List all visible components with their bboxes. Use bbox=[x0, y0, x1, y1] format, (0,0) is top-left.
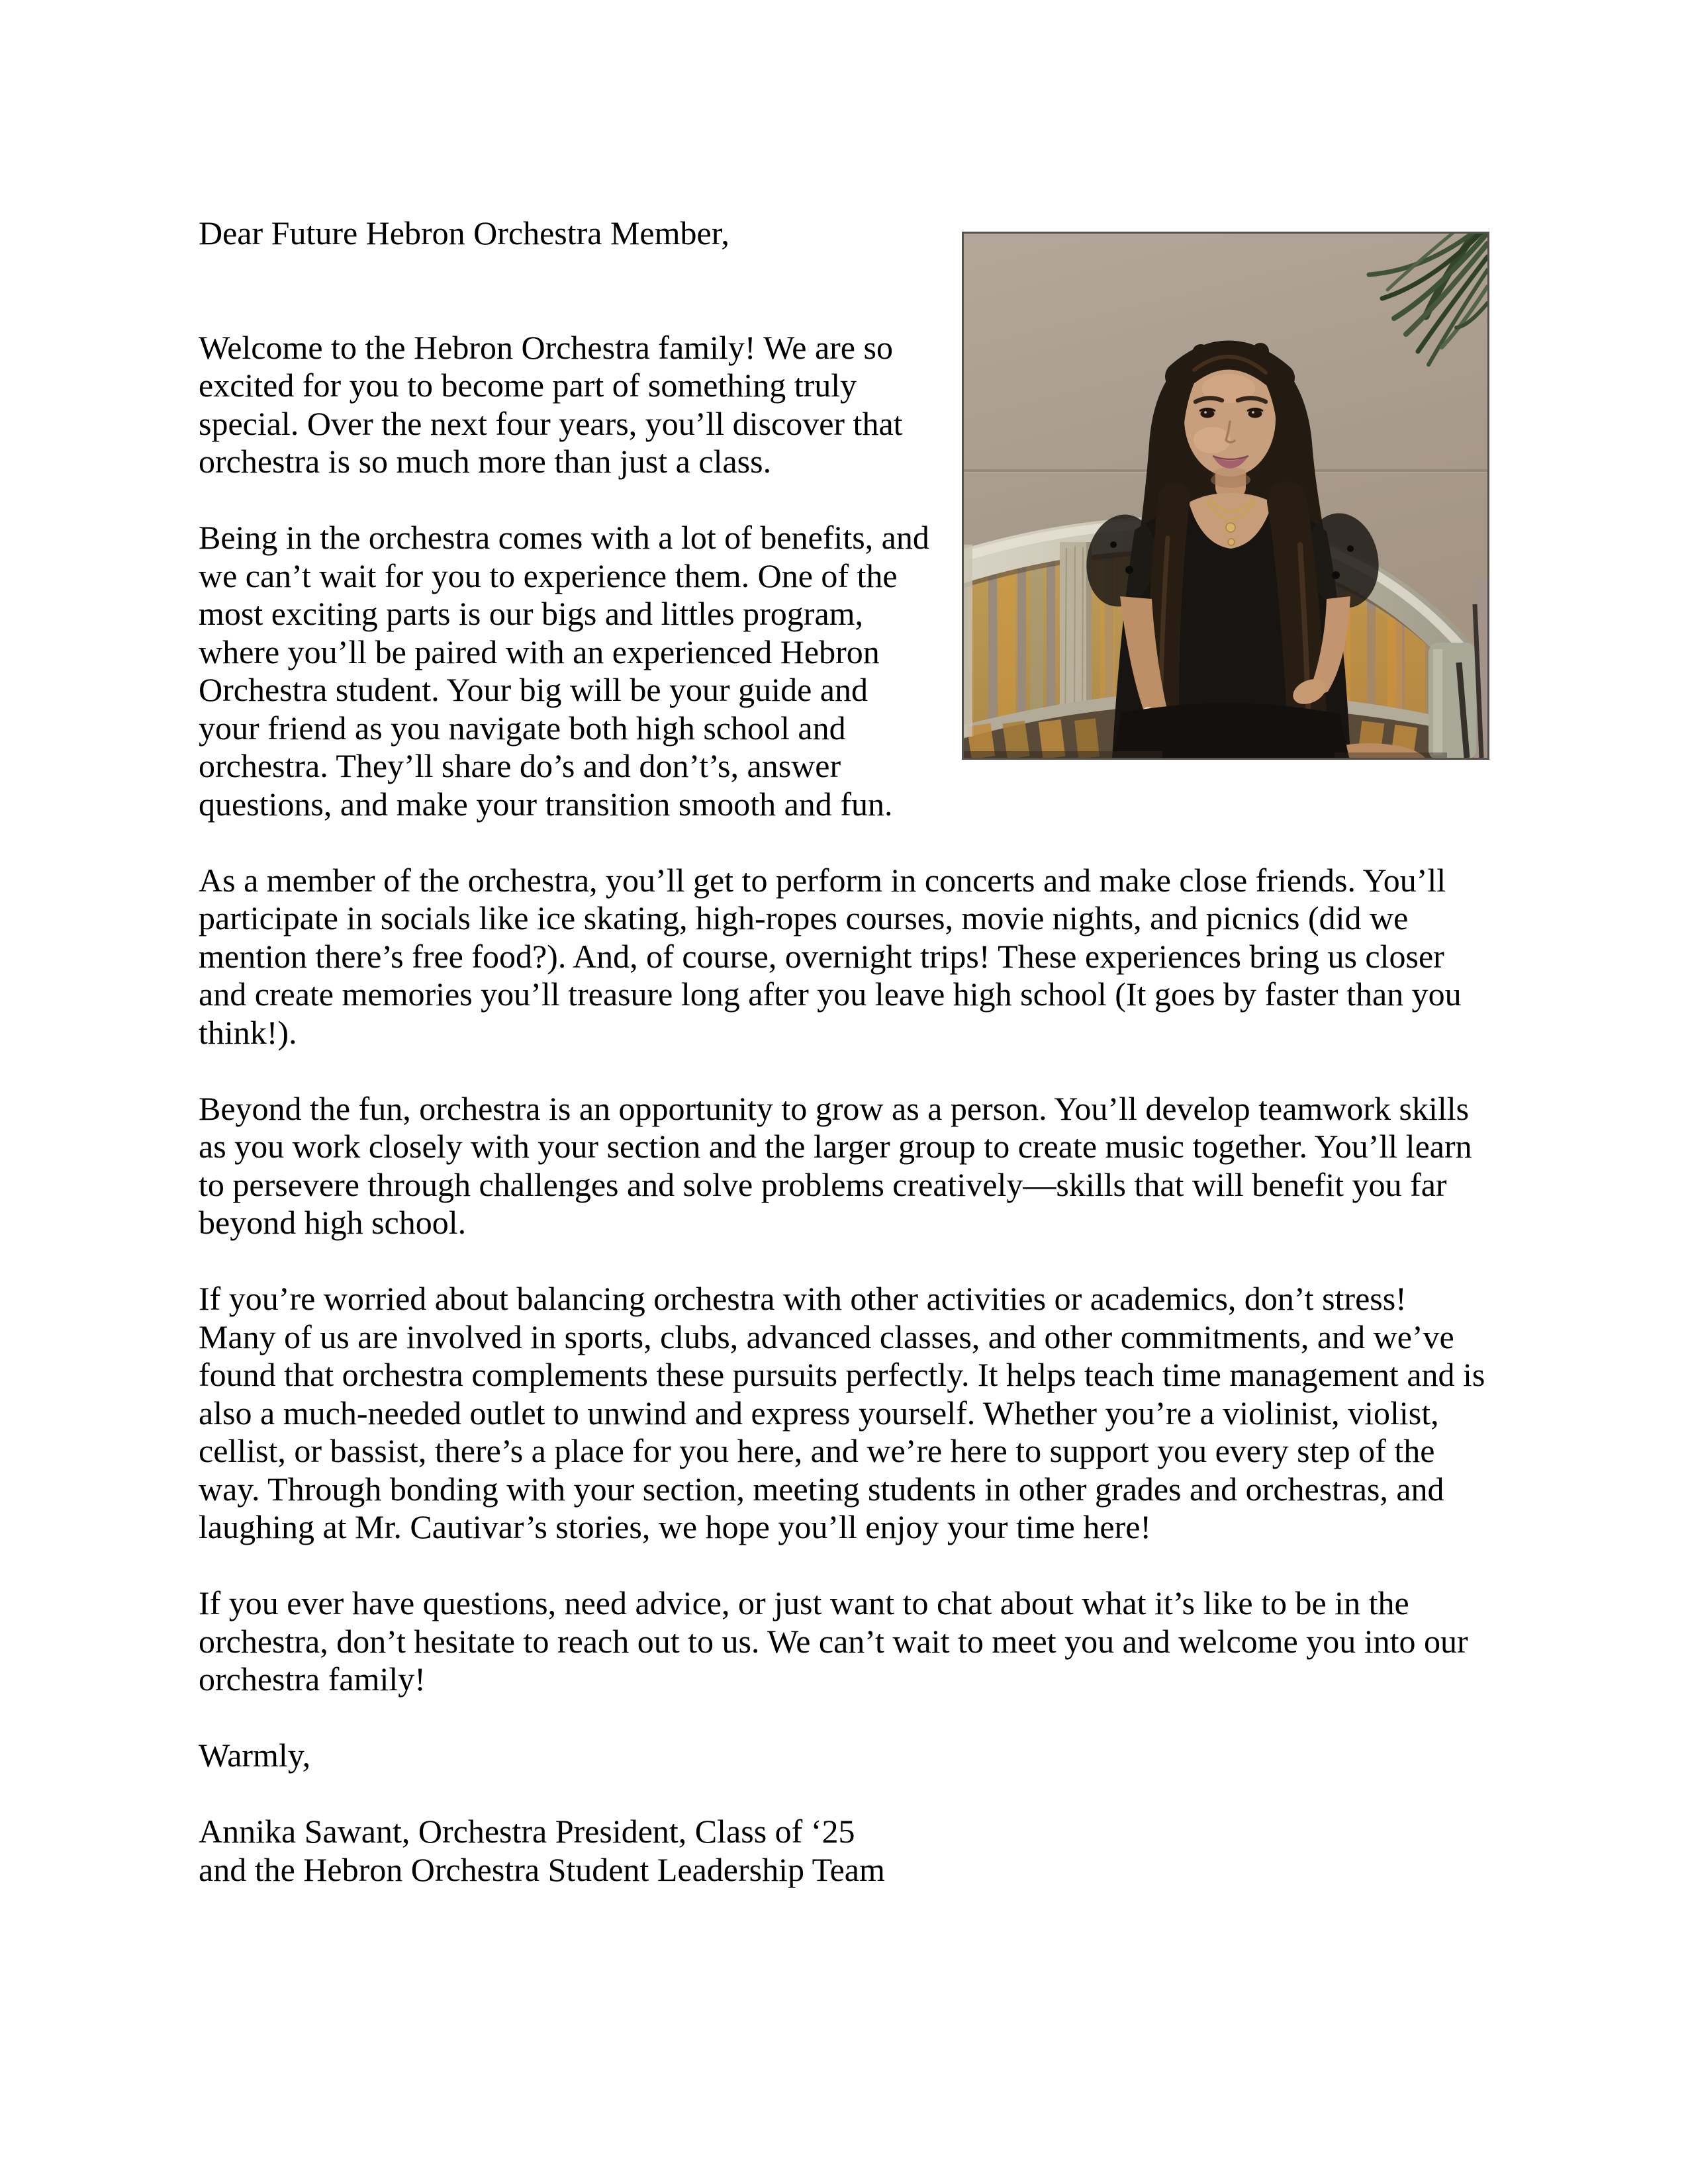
student-photo bbox=[962, 232, 1489, 760]
closing: Warmly, bbox=[199, 1737, 311, 1774]
signature-block bbox=[199, 1813, 1489, 1889]
greeting: Dear Future Hebron Orchestra Member, bbox=[199, 214, 729, 251]
paragraph-balance: If you’re worried about balancing orchestra with other activities or academics, don’t stress! Many of us are involved in sports, clubs, advanced classes, and other commitments, and we’ve found that orchestra complements these pursuits perfectly. It helps teach time management and is also a much-needed outlet to unwind and express yourself. Whether you’re a violinist, violist, cellist, or bassist, there’s a place for you here, and we’re here to support you every step of the way. Through bonding with your section, meeting students in other grades and orchestras, and laughing at Mr. Cautivar’s stories, we hope you’ll enjoy your time here! bbox=[199, 1280, 1485, 1545]
paragraph-questions: If you ever have questions, need advice, or just want to chat about what it’s like to be in the orchestra, don’t hesitate to reach out to us. We can’t wait to meet you and welcome you into our orchestra family! bbox=[199, 1584, 1468, 1698]
paragraph-socials: As a member of the orchestra, you’ll get to perform in concerts and make close friends. You’ll participate in socials like ice skating, high-ropes courses, movie nights, and picnics (did we mention there’s free food?). And, of course, overnight trips! These experiences bring us closer and create memories you’ll treasure long after you leave high school (It goes by faster than you think!). bbox=[199, 861, 1462, 1051]
student-photo-illustration bbox=[964, 234, 1487, 758]
paragraph-growth: Beyond the fun, orchestra is an opportunity to grow as a person. You’ll develop teamwork skills as you work closely with your section and the larger group to create music together. You’ll learn to persevere through challenges and solve problems creatively—skills that will benefit you far beyond high school. bbox=[199, 1089, 1472, 1241]
paragraph-welcome: Welcome to the Hebron Orchestra family! We are so excited for you to become part of something truly special. Over the next four years, you’ll discover that orchestra is so much more than just a class. bbox=[199, 328, 903, 480]
signature-line-1: Annika Sawant, Orchestra President, Class of ‘25 bbox=[199, 1813, 855, 1850]
paragraph-benefits: Being in the orchestra comes with a lot of benefits, and we can’t wait for you to experience them. One of the most exciting parts is our bigs and littles program, where you’ll be paired with an experienced Hebron Orchestra student. Your big will be your guide and your friend as you navigate both high school and orchestra. They’ll share do’s and don’t’s, answer questions, and make your transition smooth and fun. bbox=[199, 519, 929, 823]
skirt bbox=[1112, 703, 1349, 758]
signature-line-2: and the Hebron Orchestra Student Leadership Team bbox=[199, 1850, 885, 1888]
